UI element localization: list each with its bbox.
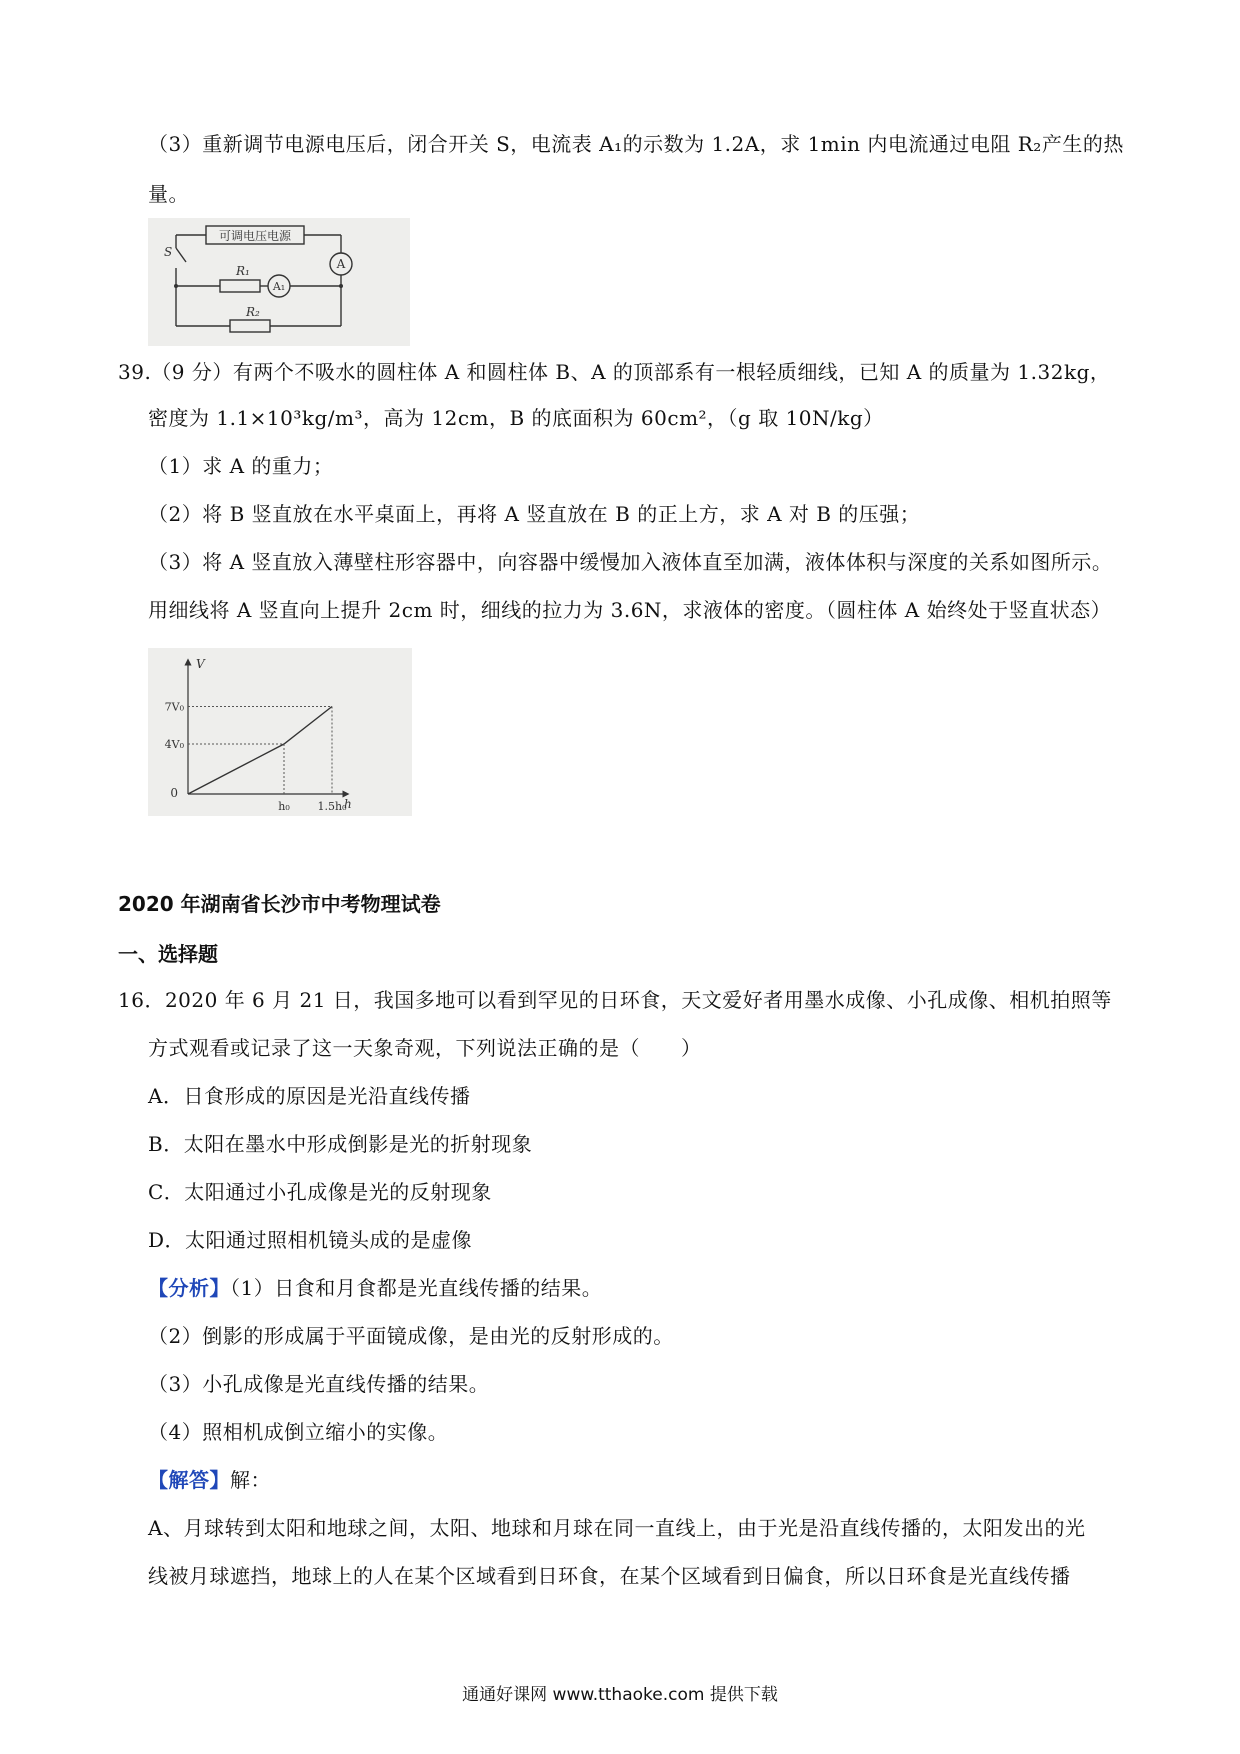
analysis-line4: （4）照相机成倒立缩小的实像。	[148, 1420, 449, 1444]
answer-suffix: 解：	[230, 1468, 271, 1492]
y-tick-label-0: 7V₀	[164, 700, 184, 714]
answer-label: 【解答】	[148, 1468, 230, 1492]
r1-label: R₁	[236, 264, 250, 278]
analysis-line1	[148, 1274, 602, 1302]
section-title: 一、选择题	[118, 942, 218, 966]
r2-label: R₂	[246, 305, 260, 319]
exam-title: 2020 年湖南省长沙市中考物理试卷	[118, 892, 441, 916]
answer-heading	[148, 1466, 271, 1494]
x-tick-label-0: h₀	[278, 800, 290, 813]
q16-line2: 方式观看或记录了这一天象奇观，下列说法正确的是（ ）	[148, 1036, 702, 1060]
q39-line1: 39.（9 分）有两个不吸水的圆柱体 A 和圆柱体 B、A 的顶部系有一根轻质细线，已知 A 的质量为 1.32kg，	[118, 360, 1111, 384]
analysis-text-1: （1）日食和月食都是光直线传播的结果。	[230, 1276, 603, 1300]
switch-label: S	[164, 245, 173, 259]
volume-depth-line	[188, 707, 332, 795]
q16-line1: 16．2020 年 6 月 21 日，我国多地可以看到罕见的日环食，天文爱好者用墨水成像、小孔成像、相机拍照等	[118, 988, 1112, 1012]
y-tick-label-1: 4V₀	[164, 738, 184, 751]
circuit-diagram	[148, 218, 410, 346]
q38-part3-line1: （3）重新调节电源电压后，闭合开关 S，电流表 A₁的示数为 1.2A，求 1min 内电流通过电阻 R₂产生的热	[148, 132, 1124, 156]
q39-line2: 密度为 1.1×10³kg/m³，高为 12cm，B 的底面积为 60cm²，（g 取 10N/kg）	[148, 406, 884, 430]
q39-part3-line1: （3）将 A 竖直放入薄壁柱形容器中，向容器中缓慢加入液体直至加满，液体体积与深度的关系如图所示。	[148, 550, 1113, 574]
q16-option-a: A．日食形成的原因是光沿直线传播	[148, 1084, 471, 1108]
analysis-line2: （2）倒影的形成属于平面镜成像，是由光的反射形成的。	[148, 1324, 674, 1348]
circuit-figure	[148, 218, 410, 346]
q39-part3-line2: 用细线将 A 竖直向上提升 2cm 时，细线的拉力为 3.6N，求液体的密度。（圆柱体 A 始终处于竖直状态）	[148, 598, 1112, 622]
q39-part2: （2）将 B 竖直放在水平桌面上，再将 A 竖直放在 B 的正上方，求 A 对 B 的压强；	[148, 502, 921, 526]
q16-option-c: C．太阳通过小孔成像是光的反射现象	[148, 1180, 492, 1204]
page-footer: 通通好课网 www.tthaoke.com 提供下载	[462, 1685, 778, 1705]
volume-depth-graph	[148, 648, 412, 816]
ammeter-label: A	[336, 257, 346, 271]
ammeter1-label: A₁	[272, 280, 286, 293]
source-label: 可调电压电源	[218, 229, 292, 243]
q16-option-b: B．太阳在墨水中形成倒影是光的折射现象	[148, 1132, 533, 1156]
origin-label: 0	[170, 786, 178, 800]
q38-part3-line2: 量。	[148, 182, 189, 206]
q39-part1: （1）求 A 的重力；	[148, 454, 334, 478]
answer-line1: A、月球转到太阳和地球之间，太阳、地球和月球在同一直线上，由于光是沿直线传播的，太阳发出的光	[148, 1516, 1086, 1540]
graph-svg	[148, 648, 412, 816]
q16-option-d: D．太阳通过照相机镜头成的是虚像	[148, 1228, 473, 1252]
analysis-label: 【分析】	[148, 1276, 230, 1300]
analysis-line3: （3）小孔成像是光直线传播的结果。	[148, 1372, 490, 1396]
answer-line2: 线被月球遮挡，地球上的人在某个区域看到日环食，在某个区域看到日偏食，所以日环食是光直线传播	[148, 1564, 1071, 1588]
y-axis-label: V	[196, 657, 205, 671]
x-tick-label-1: 1.5h₀	[317, 800, 347, 813]
x-axis-label: h	[344, 797, 352, 811]
